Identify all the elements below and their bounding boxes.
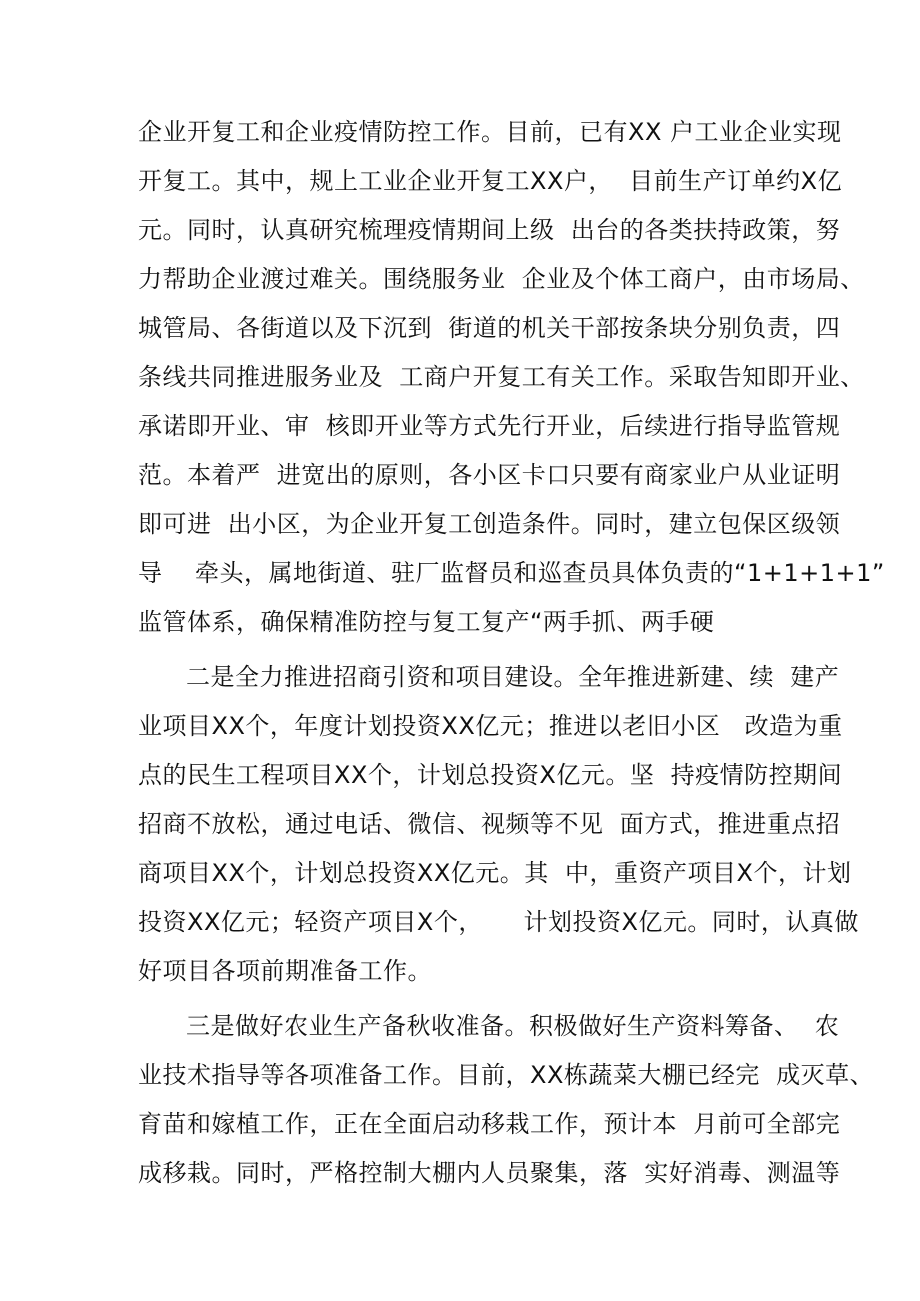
text-line: 招商不放松，通过电话、微信、视频等不见 面方式，推进重点招 — [138, 810, 841, 838]
text-line: 承诺即开业、审 核即开业等方式先行开业，后续进行指导监管规 — [138, 412, 841, 440]
text-line: 育苗和嫁植工作，正在全面启动移栽工作，预计本 月前可全部完 — [138, 1110, 841, 1138]
text-line: 投资XX亿元；轻资产项目X个， 计划投资X亿元。同时，认真做 — [138, 908, 859, 936]
text-line: 元。同时，认真研究梳理疫情期间上级 出台的各类扶持政策，努 — [138, 216, 841, 244]
text-line: 力帮助企业渡过难关。围绕服务业 企业及个体工商户，由市场局、 — [138, 265, 865, 293]
text-line: 业项目XX个，年度计划投资XX亿元；推进以老旧小区 改造为重 — [138, 712, 843, 740]
text-line: 二是全力推进招商引资和项目建设。全年推进新建、续 建产 — [186, 663, 840, 691]
text-line: 导 牵头，属地街道、驻厂监督员和巡查员具体负责的“1+1+1+1” — [138, 559, 885, 587]
text-line: 点的民生工程项目XX个，计划总投资X亿元。坚 持疫情防控期间 — [138, 761, 843, 789]
text-line: 企业开复工和企业疫情防控工作。目前，已有XX 户工业企业实现 — [138, 118, 842, 146]
text-line: 城管局、各街道以及下沉到 街道的机关干部按条块分别负责，四 — [138, 314, 841, 342]
text-line: 监管体系，确保精准防控与复工复产“两手抓、两手硬 — [138, 608, 715, 636]
text-line: 三是做好农业生产备秋收准备。积极做好生产资料筹备、 农 — [186, 1012, 840, 1040]
text-line: 成移栽。同时，严格控制大棚内人员聚集，落 实好消毒、测温等 — [138, 1159, 841, 1187]
text-line: 范。本着严 进宽出的原则，各小区卡口只要有商家业户从业证明 — [138, 461, 841, 489]
text-line: 即可进 出小区，为企业开复工创造条件。同时，建立包保区级领 — [138, 510, 841, 538]
text-line: 开复工。其中，规上工业企业开复工XX户， 目前生产订单约X亿 — [138, 167, 843, 195]
text-line: 条线共同推进服务业及 工商户开复工有关工作。采取告知即开业、 — [138, 363, 865, 391]
text-line: 业技术指导等各项准备工作。目前，XX栋蔬菜大棚已经完 成灭草、 — [138, 1061, 875, 1089]
text-line: 好项目各项前期准备工作。 — [138, 957, 432, 985]
text-line: 商项目XX个，计划总投资XX亿元。其 中，重资产项目X个，计划 — [138, 859, 852, 887]
